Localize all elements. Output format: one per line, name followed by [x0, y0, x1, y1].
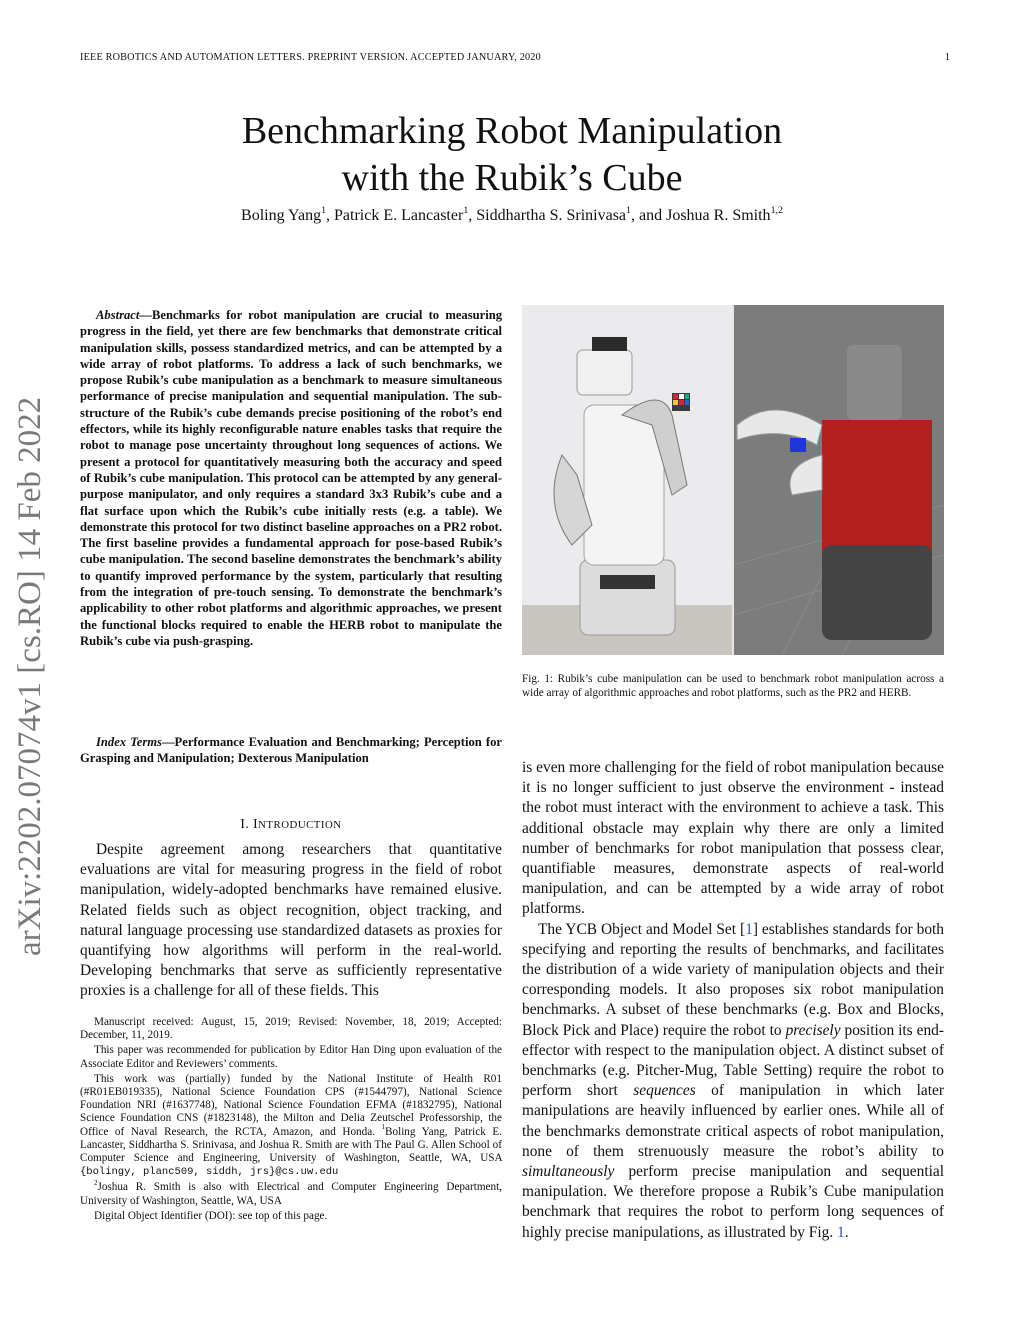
p2-text-c: position its end-effector with respect to the manipulation object. A distinct subset of benchmarks (e.g. Pitcher-Mug, Table Setting) require the robot to perform short	[522, 1021, 944, 1100]
funding-text: This work was (partially) funded by the National Institute of Health R01 (#R01EB019335), National Science Foundation CPS (#1544797), National Science Foundation NRI (#1637748), National Science Foundation EFMA (#1832795), National Science Foundation CNS (#1823148), the Milton and Delia Zeutschel Professorship, the Office of Naval Research, the RCTA, Amazon, and Honda.	[80, 1072, 502, 1138]
citation-link-1[interactable]: 1	[745, 920, 753, 938]
author-affiliation: 1	[463, 204, 469, 216]
author-name: Patrick E. Lancaster	[334, 207, 464, 224]
pr2-sensor	[592, 337, 627, 351]
figure-1-illustration	[522, 305, 944, 655]
footnote-doi: Digital Object Identifier (DOI): see top of this page.	[94, 1209, 328, 1222]
affiliation-mark-1: 1	[381, 1123, 386, 1132]
p2-text-d: of manipulation in which later manipulations are heavily influenced by earlier ones. While all of the benchmarks demonstrate critical aspects of robot manipulation, none of them strenuously measure the robot’s ability to	[522, 1082, 944, 1160]
p2-text-f: .	[844, 1223, 849, 1241]
introduction-paragraph	[80, 840, 502, 1002]
p2-emphasis-sequences: sequences	[633, 1082, 696, 1100]
author-list	[100, 204, 924, 225]
pr2-base	[580, 560, 675, 635]
author-affiliation: 1	[626, 204, 631, 216]
author-emails[interactable]: {bolingy, planc509, siddh, jrs}@cs.uw.edu	[80, 1166, 339, 1179]
right-paragraph-2	[522, 920, 944, 1243]
intro-text: Despite agreement among researchers that quantitative evaluations are vital for measuring progress in the field of robot manipulation, widely-adopted benchmarks have remained elusive. Related fields such as object recognition, object tracking, and natural language processing use standardized datasets as proxies for quantifying how algorithms will perform in the real-world. Developing benchmarks that serve as sufficiently representative proxies is a challenge for all of these fields. This	[80, 841, 502, 1000]
p2-text-b: ] establishes standards for both specifying and reporting the results of benchmarks, and facilitates the distribution of a wide variety of manipulation objects and their corresponding models. It also proposes six robot manipulation benchmarks. A subset of these benchmarks (e.g. Box and Blocks, Block Pick and Place) require the robot to	[522, 920, 944, 1039]
footnote-received: Manuscript received: August, 15, 2019; Revised: November, 18, 2019; Accepted: December, 11, 2019.	[80, 1016, 502, 1042]
arxiv-identifier[interactable]: arXiv:2202.07074v1 [cs.RO] 14 Feb 2022	[12, 396, 48, 956]
author-separator: ,	[326, 207, 335, 224]
section-title-initial: I	[253, 816, 259, 831]
abstract-text: —Benchmarks for robot manipulation are crucial to measuring progress in the field, yet there are few benchmarks that demonstrate critical manipulation skills, possess standardized metrics, and can be attempted by a wide array of robot platforms. To address a lack of such benchmarks, we propose Rubik’s cube manipulation as a benchmark to measure simultaneous performance of precise manipulation and sequential manipulation. The sub-structure of the Rubik’s cube demands precise positioning of the robot’s end effectors, while its highly reconfigurable nature enables tasks that require the robot to manage pose uncertainty throughout long sequences of actions. We present a protocol for quantitatively measuring both the accuracy and speed of Rubik’s cube manipulation. This protocol can be attempted by any general-purpose manipulator, and only requires a standard 3x3 Rubik’s cube and a flat surface upon which the Rubik’s cube initially rests (e.g. a table). We demonstrate this protocol for two distinct baseline approaches on a PR2 robot. The first baseline provides a fundamental approach for pose-based Rubik’s cube manipulation. The second baseline demonstrates the benchmark’s ability to quantify improved performance by the system, particularly that resulting from the integration of pre-touch sensing. To demonstrate the benchmark’s applicability to other robot platforms and algorithmic approaches, we present the functional blocks required to enable the HERB robot to manipulate the Rubik’s cube via push-grasping.	[80, 308, 502, 648]
index-terms-text: —Performance Evaluation and Benchmarking; Perception for Grasping and Manipulation; Dexterous Manipulation	[80, 735, 502, 766]
author-separator: ,	[468, 207, 477, 224]
figure-1-caption: Fig. 1: Rubik’s cube manipulation can be used to benchmark robot manipulation across a wide array of algorithmic approaches and robot platforms, such as the PR2 and HERB.	[522, 673, 944, 699]
paper-title	[100, 108, 924, 202]
right-column-text	[522, 758, 944, 1243]
pr2-torso	[584, 405, 664, 565]
footnote-funding	[80, 1073, 502, 1180]
herb-head	[847, 345, 902, 420]
section-number: I.	[240, 816, 250, 831]
section-heading-introduction	[80, 816, 502, 832]
author-affiliation: 1	[321, 204, 327, 216]
footnote-editor: This paper was recommended for publication by Editor Han Ding upon evaluation of the Associate Editor and Reviewers’ comments.	[80, 1044, 502, 1070]
page-number: 1	[944, 52, 950, 63]
p2-emphasis-simultaneously: simultaneously	[522, 1163, 615, 1181]
p2-text-e: perform precise manipulation and sequential manipulation. We therefore propose a Rubik’s Cube manipulation benchmark that requires the robot to perform long sequences of highly precise manipulations, as illustrated by Fig.	[522, 1163, 944, 1241]
figure-1-image	[522, 305, 944, 655]
rubiks-cube-render	[790, 438, 806, 452]
pr2-base-panel	[600, 575, 655, 589]
section-title-rest: NTRODUCTION	[258, 819, 342, 831]
p2-emphasis-precisely: precisely	[785, 1021, 841, 1039]
affiliation-2-text: Joshua R. Smith is also with Electrical and Computer Engineering Department, University of Washington, Seattle, WA, USA	[80, 1181, 502, 1207]
figure-reference-link[interactable]: 1	[837, 1223, 845, 1241]
index-terms	[80, 734, 502, 767]
right-paragraph-1: is even more challenging for the field of robot manipulation because it is no longer sufficient to just observe the environment - instead the robot must interact with the environment to achieve a task. This additional obstacle may explain why there are only a limited number of benchmarks for robot manipulation that possess clear, quantifiable measures, demonstrate aspects of real-world manipulation, and can be attempted by a wide array of robot platforms.	[522, 759, 944, 918]
index-terms-label: Index Terms	[96, 735, 162, 749]
author-name: Joshua R. Smith	[666, 207, 771, 224]
footnote-affiliation-2	[80, 1181, 502, 1207]
author-affiliation: 1,2	[770, 204, 783, 216]
author-name: Boling Yang	[241, 207, 322, 224]
herb-base	[822, 545, 932, 640]
author-separator: , and	[630, 207, 667, 224]
affiliation-1-text: Boling Yang, Patrick E. Lancaster, Siddhartha S. Srinivasa, and Joshua R. Smith are with The Paul G. Allen School of Computer Science and Engineering, University of Washington, Seattle, WA, USA	[80, 1125, 503, 1165]
pr2-head	[577, 350, 632, 395]
author-name: Siddhartha S. Srinivasa	[476, 207, 627, 224]
title-line-1: Benchmarking Robot Manipulation	[241, 110, 783, 152]
running-header	[80, 52, 950, 63]
herb-red-body	[822, 420, 932, 555]
footnotes	[80, 1016, 502, 1225]
abstract-label: Abstract	[96, 308, 140, 322]
abstract	[80, 307, 502, 649]
title-line-2: with the Rubik’s Cube	[341, 157, 683, 199]
p2-text-a: The YCB Object and Model Set [	[538, 920, 746, 938]
running-head-text: IEEE ROBOTICS AND AUTOMATION LETTERS. PREPRINT VERSION. ACCEPTED JANUARY, 2020	[80, 52, 541, 63]
affiliation-mark-2: 2	[94, 1179, 98, 1188]
